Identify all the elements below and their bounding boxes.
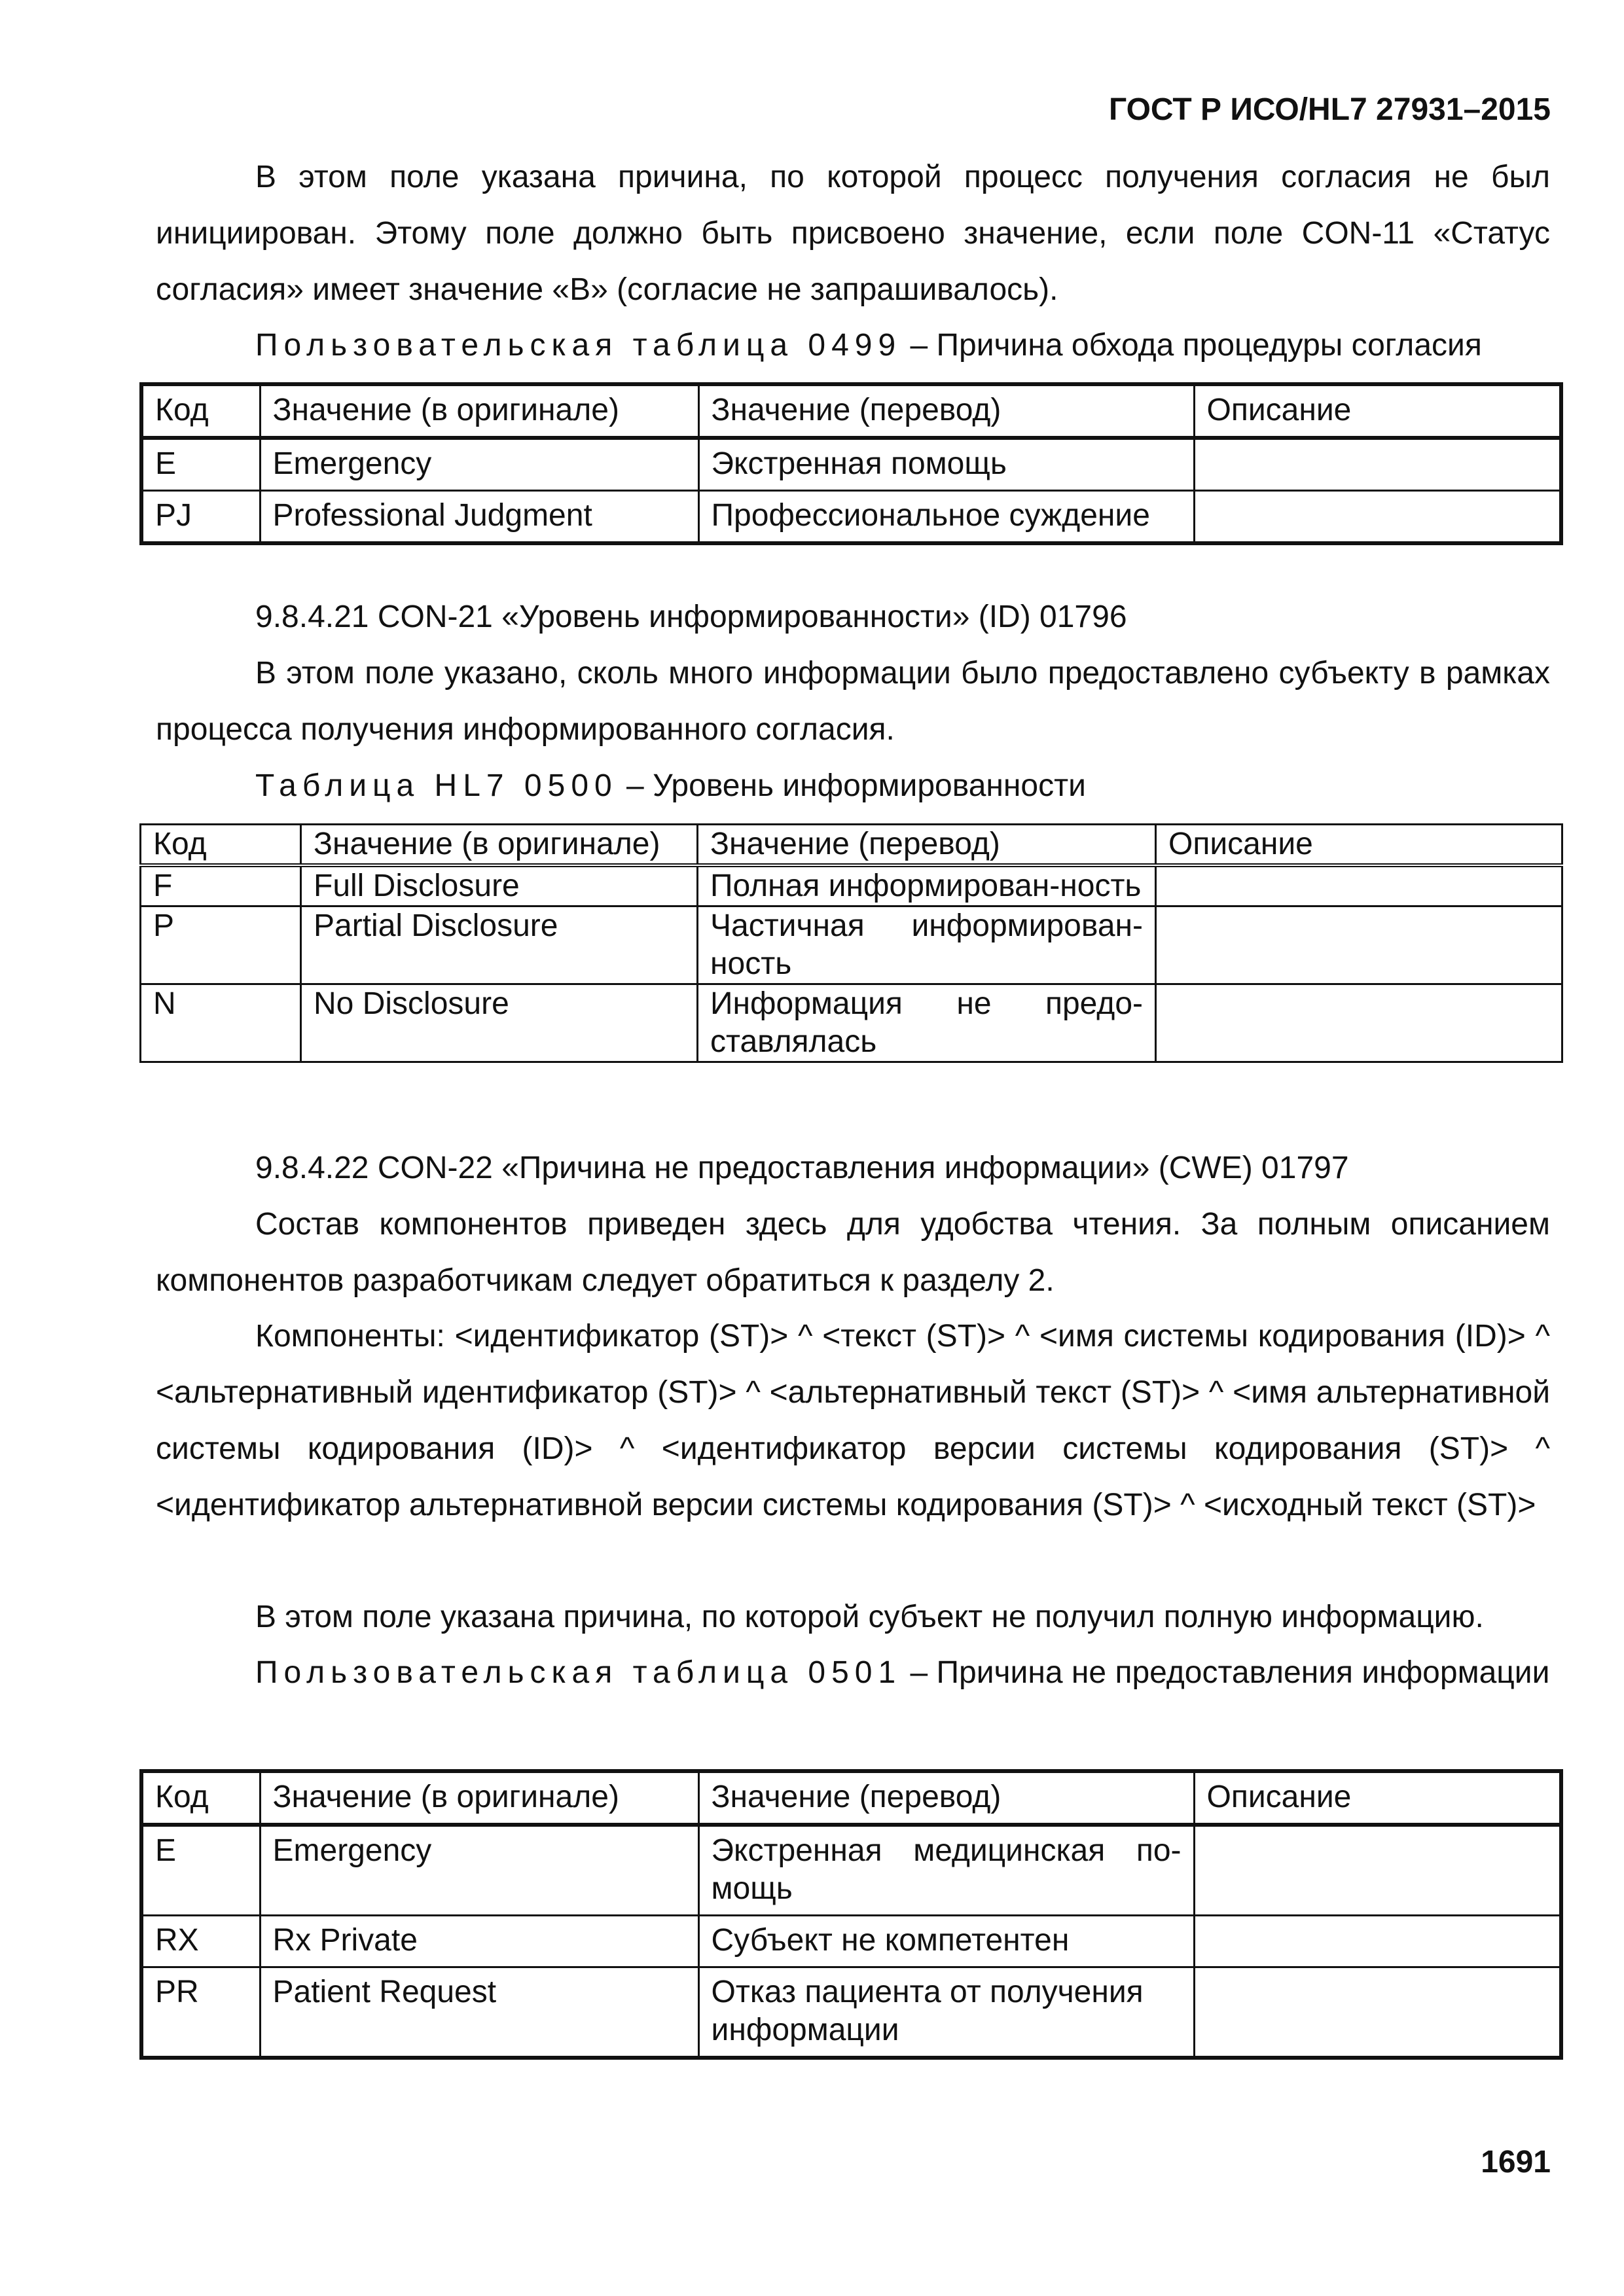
table-cell: E (141, 1825, 260, 1916)
column-header: Значение (в оригинале) (260, 1771, 698, 1825)
table-cell: N (141, 984, 301, 1062)
column-header: Код (141, 384, 260, 438)
table-cell: Professional Judgment (260, 491, 698, 544)
table-row (141, 865, 1562, 906)
table-cell (1156, 984, 1562, 1062)
table-cell: E (141, 438, 260, 491)
table-cell: Patient Request (260, 1967, 698, 2058)
table-0501-caption (156, 1645, 1550, 1701)
table-header-row (141, 1771, 1561, 1825)
table-0500-caption-title: – Уровень информированности (617, 768, 1086, 803)
table-cell (1156, 906, 1562, 984)
table-cell: Субъект не компетентен (698, 1916, 1194, 1967)
column-header: Описание (1194, 1771, 1561, 1825)
table-cell: Частичная информирован-ность (698, 906, 1156, 984)
table-cell (1194, 491, 1561, 544)
section-heading-con-22: 9.8.4.22 CON-22 «Причина не предоставления информации» (CWE) 01797 (255, 1151, 1349, 1185)
table-cell (1194, 1916, 1561, 1967)
table-0500-caption-label: Таблица HL7 0500 (255, 768, 618, 803)
column-header: Значение (перевод) (698, 825, 1156, 866)
table-cell (1156, 865, 1562, 906)
column-header: Значение (в оригинале) (301, 825, 698, 866)
column-header: Описание (1194, 384, 1561, 438)
table-cell: P (141, 906, 301, 984)
table-row (141, 1916, 1561, 1967)
table-cell: Emergency (260, 438, 698, 491)
table-cell: Информация не предо-ставлялась (698, 984, 1156, 1062)
section-con-21-paragraph: В этом поле указано, сколь много информации было предоставлено субъекту в рамках процесса получения информированного согласия. (156, 656, 1550, 747)
table-row (141, 491, 1561, 544)
section-heading-con-21: 9.8.4.21 CON-21 «Уровень информированности» (ID) 01796 (255, 600, 1127, 634)
table-header-row (141, 825, 1562, 866)
table-row (141, 438, 1561, 491)
table-cell: PJ (141, 491, 260, 544)
table-cell: Full Disclosure (301, 865, 698, 906)
table-0499-caption-label: Пользовательская таблица 0499 (255, 328, 902, 363)
table-cell: Partial Disclosure (301, 906, 698, 984)
section-con-22-paragraph-1: Состав компонентов приведен здесь для удобства чтения. За полным описанием компонентов разработчикам следует обратиться к разделу 2. (156, 1207, 1550, 1298)
table-cell: Экстренная медицинская по-мощь (698, 1825, 1194, 1916)
column-header: Значение (перевод) (698, 1771, 1194, 1825)
table-header-row (141, 384, 1561, 438)
table-cell (1194, 1825, 1561, 1916)
table-0500-caption (156, 758, 1550, 814)
table-cell: Emergency (260, 1825, 698, 1916)
section-con-22-components: Компоненты: <идентификатор (ST)> ^ <текст (ST)> ^ <имя системы кодирования (ID)> ^ <альтернативный идентификатор (ST)> ^ <альтернативный текст (ST)> ^ <имя альтернативной системы кодирования (ID)> ^ <идентификатор версии системы кодирования (ST)> ^ <идентификатор альтернативной версии системы кодирования (ST)> ^ <исходный текст (ST)> (156, 1319, 1550, 1522)
table-row (141, 1825, 1561, 1916)
column-header: Описание (1156, 825, 1562, 866)
intro-paragraph: В этом поле указана причина, по которой процесс получения согласия не был инициирован. Этому поле должно быть присвоено значение, если поле CON-11 «Статус согласия» имеет значение «B» (согласие не запрашивалось). (156, 160, 1550, 307)
table-0501 (139, 1769, 1563, 2060)
table-cell: PR (141, 1967, 260, 2058)
table-0500 (139, 823, 1563, 1063)
table-0499-caption (156, 317, 1550, 374)
column-header: Код (141, 825, 301, 866)
table-cell: Rx Private (260, 1916, 698, 1967)
table-0501-caption-title: – Причина не предоставления информации (901, 1655, 1550, 1690)
table-cell: No Disclosure (301, 984, 698, 1062)
table-row (141, 906, 1562, 984)
table-cell: F (141, 865, 301, 906)
table-cell: Экстренная помощь (698, 438, 1194, 491)
column-header: Значение (в оригинале) (260, 384, 698, 438)
table-row (141, 984, 1562, 1062)
table-cell: RX (141, 1916, 260, 1967)
table-cell: Профессиональное суждение (698, 491, 1194, 544)
table-cell (1194, 438, 1561, 491)
table-row (141, 1967, 1561, 2058)
section-con-22-paragraph-3: В этом поле указана причина, по которой субъект не получил полную информацию. (255, 1600, 1484, 1634)
table-0501-caption-label: Пользовательская таблица 0501 (255, 1655, 902, 1690)
page-number: 1691 (1481, 2145, 1551, 2179)
table-0499-caption-title: – Причина обхода процедуры согласия (901, 328, 1482, 363)
table-cell (1194, 1967, 1561, 2058)
column-header: Код (141, 1771, 260, 1825)
table-cell: Отказ пациента от получения информации (698, 1967, 1194, 2058)
table-cell: Полная информирован-ность (698, 865, 1156, 906)
document-header: ГОСТ Р ИСО/HL7 27931–2015 (1109, 92, 1551, 127)
column-header: Значение (перевод) (698, 384, 1194, 438)
table-0499 (139, 382, 1563, 545)
